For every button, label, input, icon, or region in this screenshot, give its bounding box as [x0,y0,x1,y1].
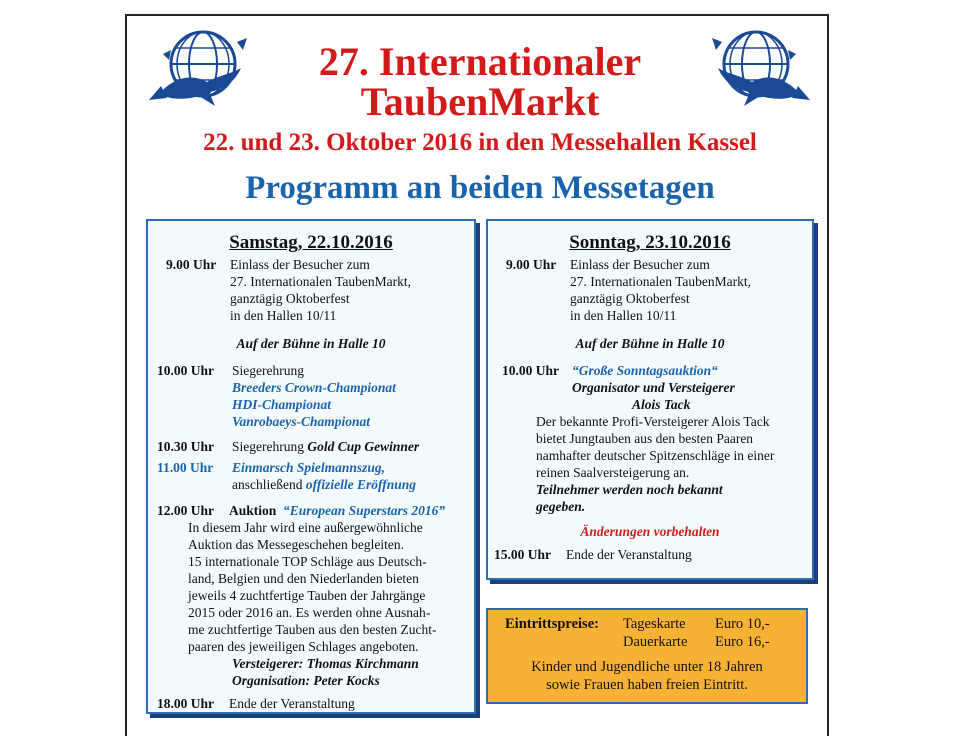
prices-label: Eintrittspreise: [505,616,599,632]
event-text: Einmarsch Spielmannszug, [232,460,386,475]
program-heading: Programm an beiden Messetagen [245,170,715,206]
saturday-1200-block [157,502,474,689]
season-ticket-price: Euro 16,- [715,634,770,650]
entry-time: 9.00 Uhr [506,257,557,272]
desc-line: Auktion das Messegeschehen begleiten. [188,537,404,552]
auction-title: “European Superstars 2016” [283,503,446,518]
event-text: Ende der Veranstaltung [566,547,692,562]
event-text: Ende der Veranstaltung [229,696,355,711]
entry-line: Einlass der Besucher zum [570,257,710,272]
championship-name: HDI-Championat [232,397,332,412]
saturday-1000-block [157,362,474,430]
desc-line: 15 internationale TOP Schläge aus Deutsch- [188,554,427,569]
time-1000: 10.00 Uhr [502,363,559,378]
auction-description [188,519,474,655]
sunday-entry [506,256,812,324]
saturday-1100-block [157,459,474,493]
entry-line: ganztägig Oktoberfest [570,291,690,306]
saturday-entry [166,256,474,324]
changes-note: Änderungen vorbehalten [580,524,720,539]
saturday-stage-label: Auf der Bühne in Halle 10 [236,336,386,351]
event-dates-location: 22. und 23. Oktober 2016 in den Messehallen Kassel [203,129,757,156]
desc-line: jeweils 4 zuchtfertige Tauben der Jahrgänge [188,588,426,603]
day-ticket-label: Tageskarte [623,616,686,632]
entry-line: in den Hallen 10/11 [230,308,337,323]
entry-line: Einlass der Besucher zum [230,257,370,272]
entry-line: 27. Internationalen TaubenMarkt, [230,274,411,289]
saturday-heading: Samstag, 22.10.2016 [229,232,393,253]
auction-label: Auktion [229,503,277,518]
event-text: Siegerehrung [232,439,304,454]
saturday-1800-block [157,695,474,712]
sunday-1500-block [494,546,812,563]
desc-line: Der bekannte Profi-Versteigerer Alois Tack [536,414,770,429]
opening-label: offizielle Eröffnung [305,477,417,492]
time-1500: 15.00 Uhr [494,547,551,562]
organizer-name: Alois Tack [632,397,691,412]
participants-note: Teilnehmer werden noch bekannt [536,482,723,497]
gold-cup-label: Gold Cup Gewinner [307,439,420,454]
entry-time: 9.00 Uhr [166,257,217,272]
time-1800: 18.00 Uhr [157,696,214,711]
event-title-line2: TaubenMarkt [360,79,600,124]
time-1000: 10.00 Uhr [157,363,214,378]
championship-name: Vanrobaeys-Championat [232,414,371,429]
time-1200: 12.00 Uhr [157,503,214,518]
organizer-label: Organisator und Versteigerer [572,380,735,395]
desc-line: bietet Jungtauben aus den besten Paaren [536,431,754,446]
desc-line: paaren des jeweiligen Schlages angeboten. [188,639,419,654]
championship-name: Breeders Crown-Championat [232,380,396,395]
auctioneer-name: Versteigerer: Thomas Kirchmann [232,656,419,671]
event-text: Siegerehrung [232,363,304,378]
sunday-stage-label: Auf der Bühne in Halle 10 [575,336,725,351]
sunday-heading: Sonntag, 23.10.2016 [569,232,731,253]
desc-line: land, Belgien und den Niederlanden bieten [188,571,419,586]
participants-note: gegeben. [536,499,586,514]
day-ticket-price: Euro 10,- [715,616,770,632]
desc-line: 2015 oder 2016 an. Es werden ohne Ausnah- [188,605,431,620]
sunday-1000-block [502,362,812,515]
admission-prices-box [486,608,808,704]
saturday-program-box [146,219,476,714]
time-1030: 10.30 Uhr [157,439,214,454]
free-entry-line2: sowie Frauen haben freien Eintritt. [546,677,748,693]
sunday-program-box [486,219,814,580]
organisation-name: Organisation: Peter Kocks [232,673,380,688]
entry-line: 27. Internationalen TaubenMarkt, [570,274,751,289]
desc-line: In diesem Jahr wird eine außergewöhnliche [188,520,423,535]
free-entry-line1: Kinder und Jugendliche unter 18 Jahren [531,659,763,675]
desc-line: namhafter deutscher Spitzenschläge in einer [536,448,775,463]
desc-line: reinen Saalversteigerung an. [536,465,690,480]
sunday-auction-title: “Große Sonntagsauktion“ [572,363,718,378]
entry-line: ganztägig Oktoberfest [230,291,350,306]
sunday-auction-description [536,413,812,515]
desc-line: me zuchtfertige Tauben aus den besten Zucht- [188,622,437,637]
event-text: anschließend [232,477,303,492]
season-ticket-label: Dauerkarte [623,634,688,650]
event-title-line1: 27. Internationaler [318,39,642,84]
entry-line: in den Hallen 10/11 [570,308,677,323]
saturday-1030-block [157,438,474,455]
time-1100: 11.00 Uhr [157,460,214,475]
